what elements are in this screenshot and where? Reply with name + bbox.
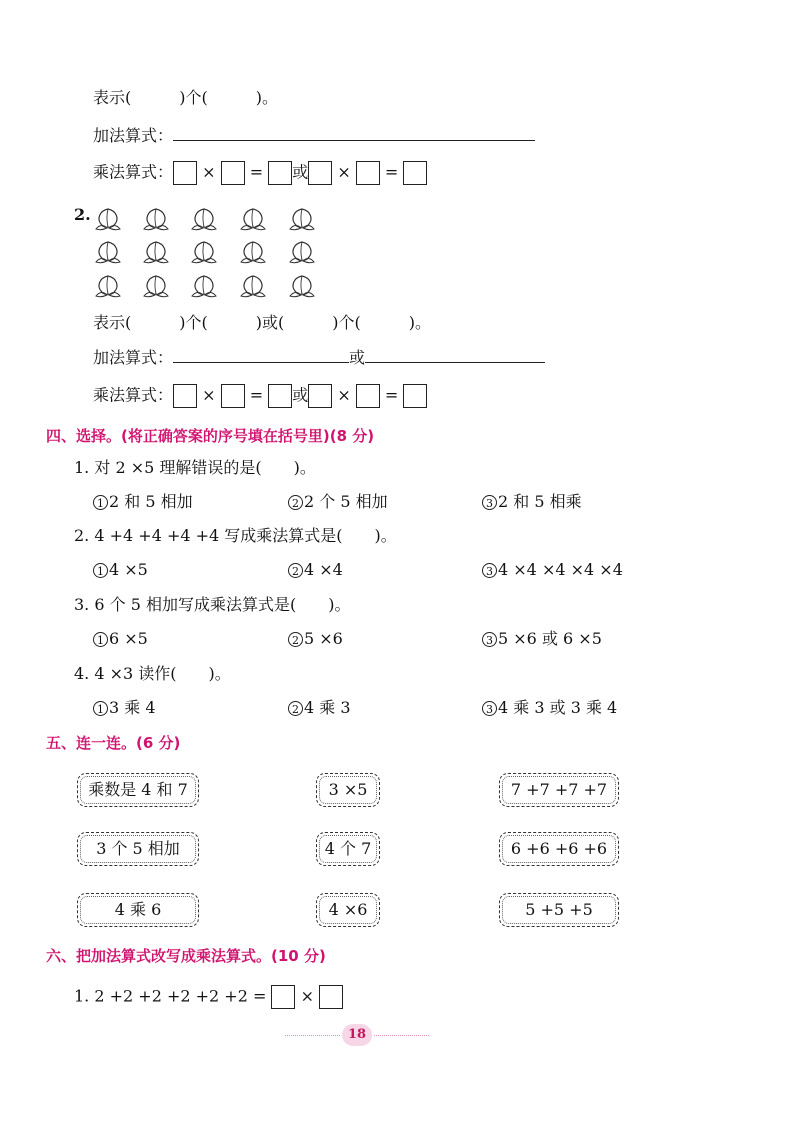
circled-mark: 3	[482, 495, 497, 510]
represent-line-1: 表示( )个( )。	[93, 88, 278, 107]
choice-q4-option-3[interactable]	[482, 698, 617, 718]
choice-q1-stem: 1. 对 2 ×5 理解错误的是( )。	[74, 458, 316, 477]
choice-q1-option-3[interactable]	[482, 492, 582, 512]
times-sign: ×	[337, 385, 351, 405]
choice-q3-option-3[interactable]	[482, 629, 602, 649]
option-text: 4 乘 3 或 3 乘 4	[498, 698, 618, 717]
circled-mark: 3	[482, 563, 497, 578]
match-card-right-3[interactable]: 5 +5 +5	[499, 893, 619, 927]
mul-label: 乘法算式：	[93, 162, 174, 182]
choice-q2-option-3[interactable]	[482, 560, 623, 580]
peach-icon	[93, 272, 123, 300]
option-text: 3 乘 4	[109, 698, 156, 717]
page-number: 18	[342, 1024, 372, 1046]
times-sign: ×	[337, 162, 351, 182]
mul-label: 乘法算式：	[93, 385, 174, 405]
equals-sign: =	[384, 162, 399, 182]
circled-mark: 2	[288, 701, 303, 716]
option-text: 4 ×4 ×4 ×4 ×4	[498, 560, 623, 579]
match-card-left-1[interactable]: 乘数是 4 和 7	[77, 773, 199, 807]
option-text: 2 和 5 相乘	[498, 492, 582, 511]
choice-q3-option-2[interactable]	[288, 629, 343, 649]
answer-box[interactable]	[173, 384, 197, 408]
footer-dotted-line-left	[285, 1035, 340, 1036]
equals-sign: =	[249, 385, 264, 405]
match-card-middle-1[interactable]: 3 ×5	[316, 773, 380, 807]
option-text: 4 乘 3	[304, 698, 351, 717]
addition-row-1	[93, 126, 535, 146]
circled-mark: 1	[93, 701, 108, 716]
circled-mark: 1	[93, 563, 108, 578]
peach-icon	[238, 272, 268, 300]
section-4-title: 四、选择。(将正确答案的序号填在括号里)(8 分)	[46, 427, 375, 445]
add-label: 加法算式：	[93, 126, 174, 145]
peach-icon	[141, 272, 171, 300]
match-card-middle-3[interactable]: 4 ×6	[316, 893, 380, 927]
answer-box[interactable]	[403, 161, 427, 185]
times-sign: ×	[202, 385, 216, 405]
answer-box[interactable]	[268, 161, 292, 185]
answer-box[interactable]	[319, 985, 343, 1009]
match-card-right-1[interactable]: 7 +7 +7 +7	[499, 773, 619, 807]
circled-mark: 3	[482, 701, 497, 716]
circled-mark: 2	[288, 495, 303, 510]
choice-q3-stem: 3. 6 个 5 相加写成乘法算式是( )。	[74, 595, 351, 614]
option-text: 4 ×5	[109, 560, 148, 579]
add-label: 加法算式：	[93, 348, 174, 367]
peach-icon	[287, 238, 317, 266]
match-card-middle-2[interactable]: 4 个 7	[316, 832, 380, 866]
choice-q2-stem: 2. 4 +4 +4 +4 +4 写成乘法算式是( )。	[74, 526, 397, 545]
question-2-number: 2.	[74, 205, 91, 224]
answer-box[interactable]	[308, 161, 332, 185]
answer-box[interactable]	[403, 384, 427, 408]
equals-sign: =	[384, 385, 399, 405]
choice-q2-option-2[interactable]	[288, 560, 343, 580]
peach-icon	[141, 238, 171, 266]
choice-q2-option-1[interactable]	[93, 560, 148, 580]
answer-box[interactable]	[356, 384, 380, 408]
peach-icon	[189, 205, 219, 233]
answer-box[interactable]	[308, 384, 332, 408]
choice-q4-stem: 4. 4 ×3 读作( )。	[74, 664, 231, 683]
or-text: 或	[292, 385, 309, 405]
or-text: 或	[292, 162, 309, 182]
addition-row-2	[93, 348, 545, 368]
choice-q4-option-1[interactable]	[93, 698, 156, 718]
peach-icon	[93, 238, 123, 266]
footer-dotted-line-right	[374, 1035, 429, 1036]
addition-answer-line[interactable]	[173, 126, 535, 141]
multiplication-row-1	[93, 161, 427, 185]
peach-icon	[287, 272, 317, 300]
choice-q4-option-2[interactable]	[288, 698, 351, 718]
addition-answer-line[interactable]	[365, 348, 545, 363]
answer-box[interactable]	[221, 384, 245, 408]
times-sign: ×	[202, 162, 216, 182]
choice-q1-option-2[interactable]	[288, 492, 388, 512]
sec6-q1-text: 1. 2 +2 +2 +2 +2 +2 =	[74, 986, 267, 1006]
answer-box[interactable]	[271, 985, 295, 1009]
answer-box[interactable]	[268, 384, 292, 408]
option-text: 5 ×6 或 6 ×5	[498, 629, 602, 648]
addition-answer-line[interactable]	[173, 348, 349, 363]
circled-mark: 3	[482, 632, 497, 647]
circled-mark: 1	[93, 495, 108, 510]
answer-box[interactable]	[221, 161, 245, 185]
represent-line-2: 表示( )个( )或( )个( )。	[93, 313, 431, 332]
answer-box[interactable]	[356, 161, 380, 185]
option-text: 2 和 5 相加	[109, 492, 193, 511]
peach-icon	[189, 238, 219, 266]
match-card-left-3[interactable]: 4 乘 6	[77, 893, 199, 927]
option-text: 2 个 5 相加	[304, 492, 388, 511]
circled-mark: 2	[288, 632, 303, 647]
match-card-left-2[interactable]: 3 个 5 相加	[77, 832, 199, 866]
choice-q3-option-1[interactable]	[93, 629, 148, 649]
option-text: 6 ×5	[109, 629, 148, 648]
option-text: 5 ×6	[304, 629, 343, 648]
section-5-title: 五、连一连。(6 分)	[46, 734, 181, 752]
sec6-q1-row	[74, 985, 343, 1009]
match-card-right-2[interactable]: 6 +6 +6 +6	[499, 832, 619, 866]
circled-mark: 2	[288, 563, 303, 578]
peach-icon	[238, 205, 268, 233]
answer-box[interactable]	[173, 161, 197, 185]
times-sign: ×	[300, 986, 314, 1006]
circled-mark: 1	[93, 632, 108, 647]
peach-icon	[93, 205, 123, 233]
or-text: 或	[349, 348, 366, 367]
choice-q1-option-1[interactable]	[93, 492, 193, 512]
option-text: 4 ×4	[304, 560, 343, 579]
equals-sign: =	[249, 162, 264, 182]
peach-icon	[141, 205, 171, 233]
peach-icon	[287, 205, 317, 233]
peach-icon	[189, 272, 219, 300]
multiplication-row-2	[93, 384, 427, 408]
section-6-title: 六、把加法算式改写成乘法算式。(10 分)	[46, 947, 326, 965]
peach-icon	[238, 238, 268, 266]
